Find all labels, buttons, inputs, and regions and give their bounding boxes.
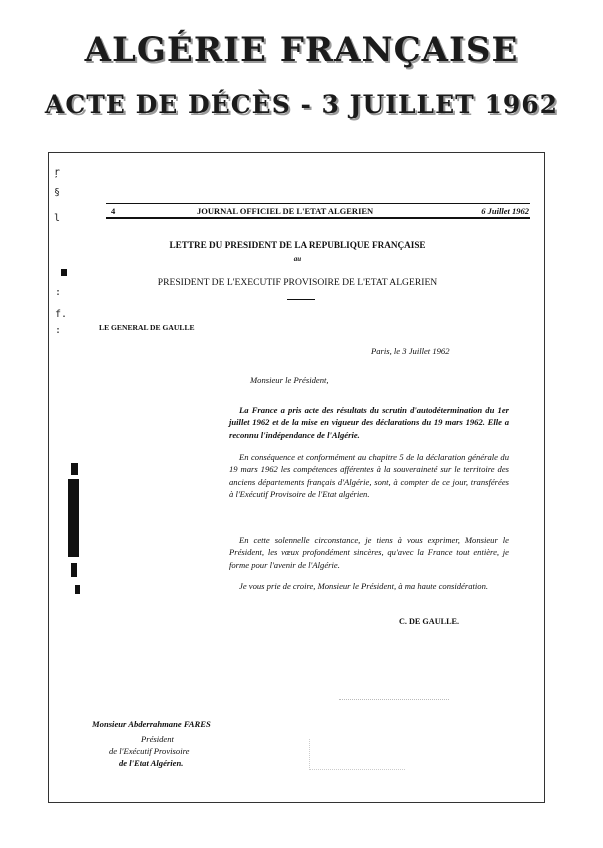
document-scan bbox=[48, 152, 545, 803]
journal-date: 6 Juillet 1962 bbox=[481, 206, 529, 216]
letter-heading-line1: LETTRE DU PRESIDENT DE LA REPUBLIQUE FRANÇAISE bbox=[169, 240, 426, 250]
scan-artifact: ŗ bbox=[54, 167, 61, 178]
letter-paragraph: La France a pris acte des résultats du scrutin d'autodétermination du 1er juillet 1962 et de la mise en vigueur des déclarations du 19 mars 1962. Elle a reconnu l'indépendance de l'Algérie. bbox=[229, 405, 509, 440]
header-rule-top bbox=[106, 203, 530, 204]
letter-signature: C. DE GAULLE. bbox=[399, 617, 460, 626]
main-title: ALGÉRIE FRANÇAISE bbox=[84, 30, 519, 70]
faint-stamp-mark bbox=[309, 739, 405, 770]
letter-place-date: Paris, le 3 Juillet 1962 bbox=[371, 346, 450, 356]
scan-artifact: f. bbox=[55, 309, 68, 320]
faint-stamp-mark bbox=[339, 699, 449, 726]
recipient-title: Président bbox=[141, 734, 174, 744]
letter-paragraph: Je vous prie de croire, Monsieur le Président, à ma haute considération. bbox=[239, 581, 489, 591]
scan-artifact: l bbox=[54, 213, 61, 224]
sub-title: ACTE DE DÉCÈS - 3 JUILLET 1962 bbox=[44, 90, 559, 119]
journal-page-number: 4 bbox=[111, 206, 116, 216]
header-rule-bottom bbox=[106, 217, 530, 219]
letter-salutation: Monsieur le Président, bbox=[250, 375, 329, 385]
heading-divider bbox=[287, 299, 315, 300]
letter-paragraph: En conséquence et conformément au chapitre 5 de la déclaration générale du 19 mars 1962 les compétences afférentes à la souveraineté sur le territoire des anciens départements français d'Algérie, sont, à compter de ce jour, transférées à l'Exécutif Provisoire de l'Etat algérien. bbox=[229, 452, 509, 500]
letter-paragraph: En cette solennelle circonstance, je tiens à vous exprimer, Monsieur le Président, les vœux profondément sincères, qu'avec la France tout entière, je forme pour l'avenir de l'Algérie. bbox=[229, 535, 509, 570]
scan-artifact: : bbox=[55, 325, 62, 336]
journal-name: JOURNAL OFFICIEL DE L'ETAT ALGERIEN bbox=[197, 206, 374, 216]
recipient-line3: de l'Etat Algérien. bbox=[119, 758, 184, 768]
recipient-name: Monsieur Abderrahmane FARES bbox=[92, 719, 211, 729]
letter-sender: LE GENERAL DE GAULLE bbox=[99, 323, 195, 332]
scan-artifact: : bbox=[55, 287, 62, 298]
letter-heading-au: au bbox=[293, 255, 302, 263]
scan-artifact bbox=[71, 563, 77, 577]
scan-artifact bbox=[68, 479, 79, 557]
scan-artifact: § bbox=[54, 187, 61, 198]
recipient-line2: de l'Exécutif Provisoire bbox=[109, 746, 190, 756]
scan-artifact bbox=[71, 463, 78, 475]
scan-artifact bbox=[75, 585, 80, 594]
letter-heading-line2: PRESIDENT DE L'EXECUTIF PROVISOIRE DE L'ETAT ALGERIEN bbox=[157, 277, 438, 288]
scan-artifact bbox=[61, 269, 67, 276]
